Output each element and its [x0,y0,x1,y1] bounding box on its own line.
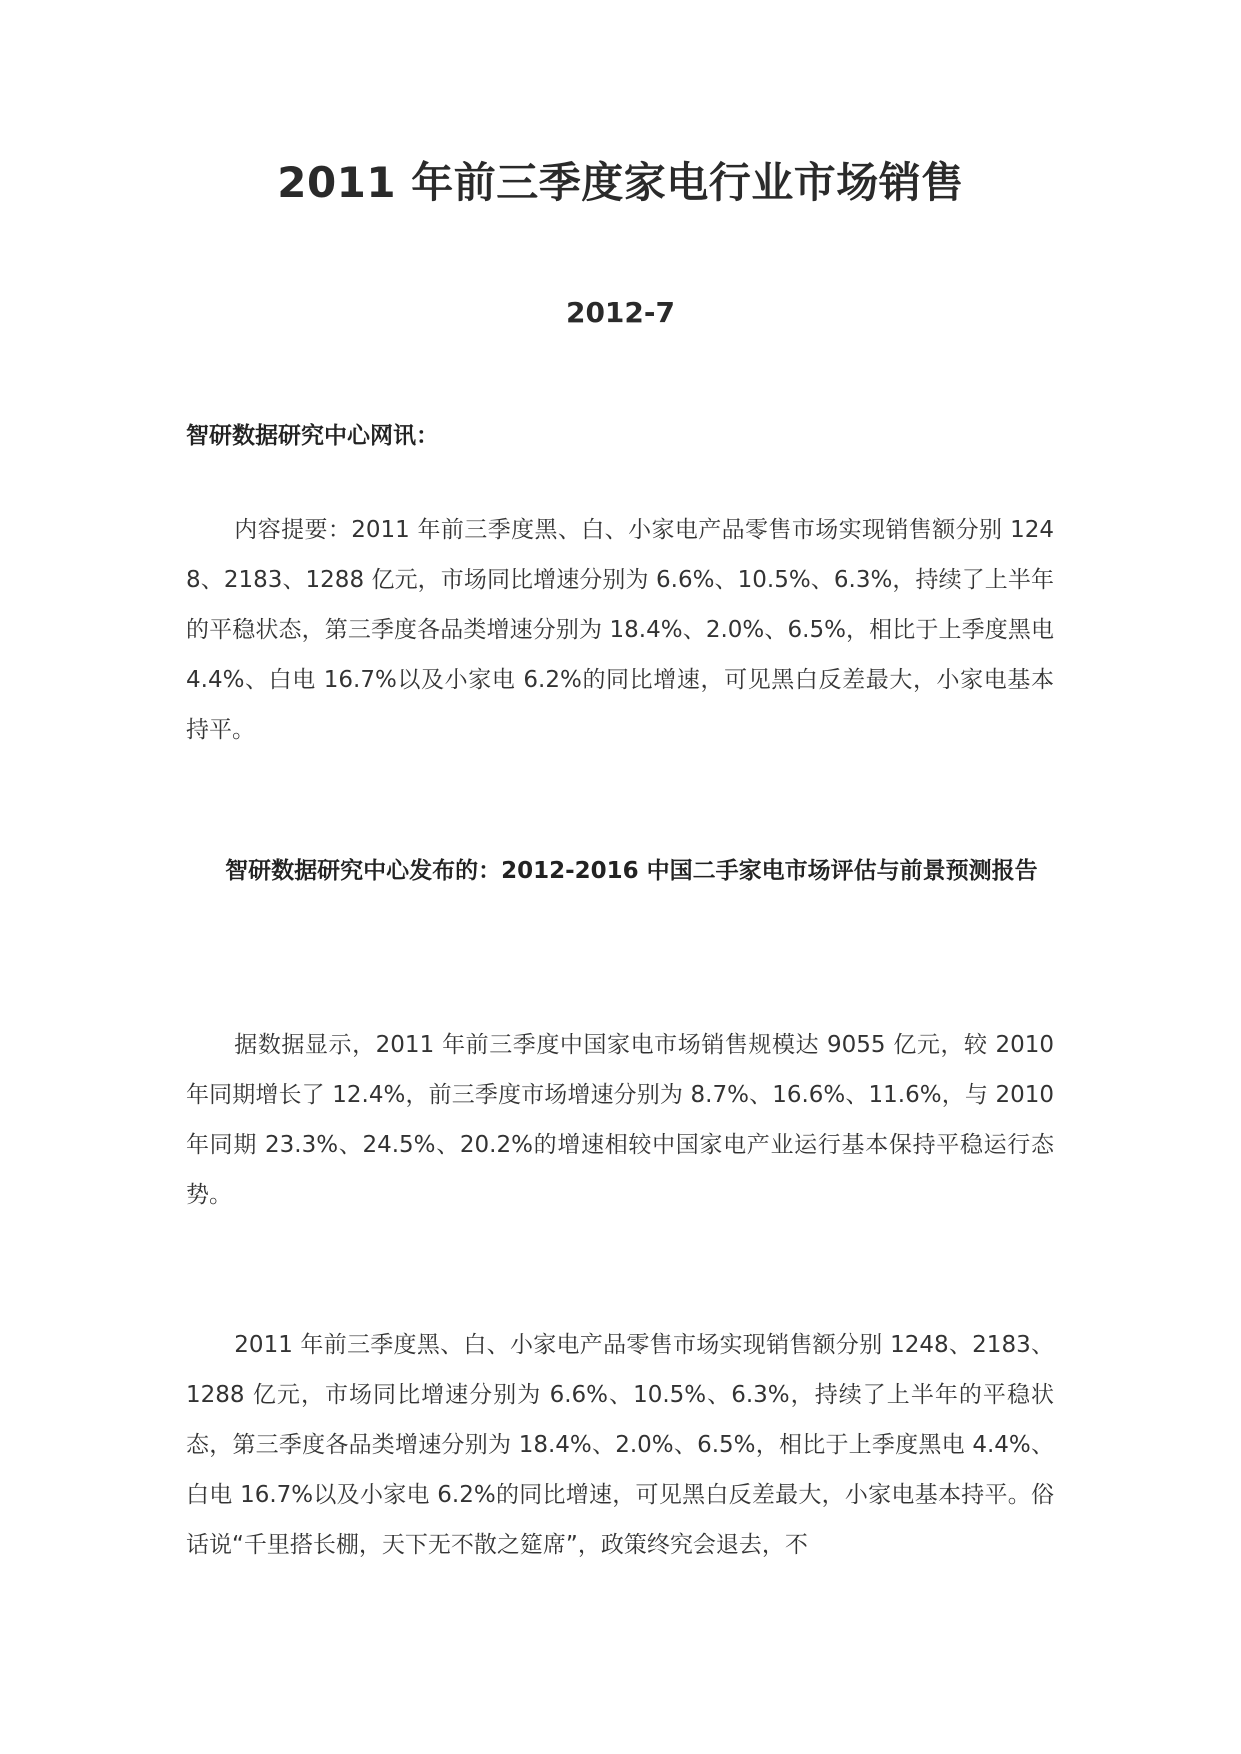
document-title: 2011 年前三季度家电行业市场销售 [277,158,964,207]
document-date: 2012-7 [565,296,676,329]
source-line: 智研数据研究中心网讯： [186,423,439,449]
report-notice: 智研数据研究中心发布的：2012-2016 中国二手家电市场评估与前景预测报告 [225,858,1038,884]
detail-paragraph: 2011 年前三季度黑、白、小家电产品零售市场实现销售额分别 1248、2183、1288 亿元，市场同比增速分别为 6.6%、10.5%、6.3%，持续了上半年的平稳状态，第三季度各品类增速分别为 18.4%、2.0%、6.5%，相比于上季度黑电 4.4%、白电 16.7%以及小家电 6.2%的同比增速，可见黑白反差最大，小家电基本持平。俗话说“千里搭长棚，天下无不散之筵席”，政策终究会退去，不 [186,1332,1054,1558]
data-paragraph: 据数据显示，2011 年前三季度中国家电市场销售规模达 9055 亿元，较 2010 年同期增长了 12.4%，前三季度市场增速分别为 8.7%、16.6%、11.6%，与 2010 年同期 23.3%、24.5%、20.2%的增速相较中国家电产业运行基本保持平稳运行态势。 [186,1032,1055,1208]
summary-paragraph: 内容提要：2011 年前三季度黑、白、小家电产品零售市场实现销售额分别 1248、2183、1288 亿元，市场同比增速分别为 6.6%、10.5%、6.3%，持续了上半年的平稳状态，第三季度各品类增速分别为 18.4%、2.0%、6.5%，相比于上季度黑电 4.4%、白电 16.7%以及小家电 6.2%的同比增速，可见黑白反差最大，小家电基本持平。 [186,517,1054,743]
